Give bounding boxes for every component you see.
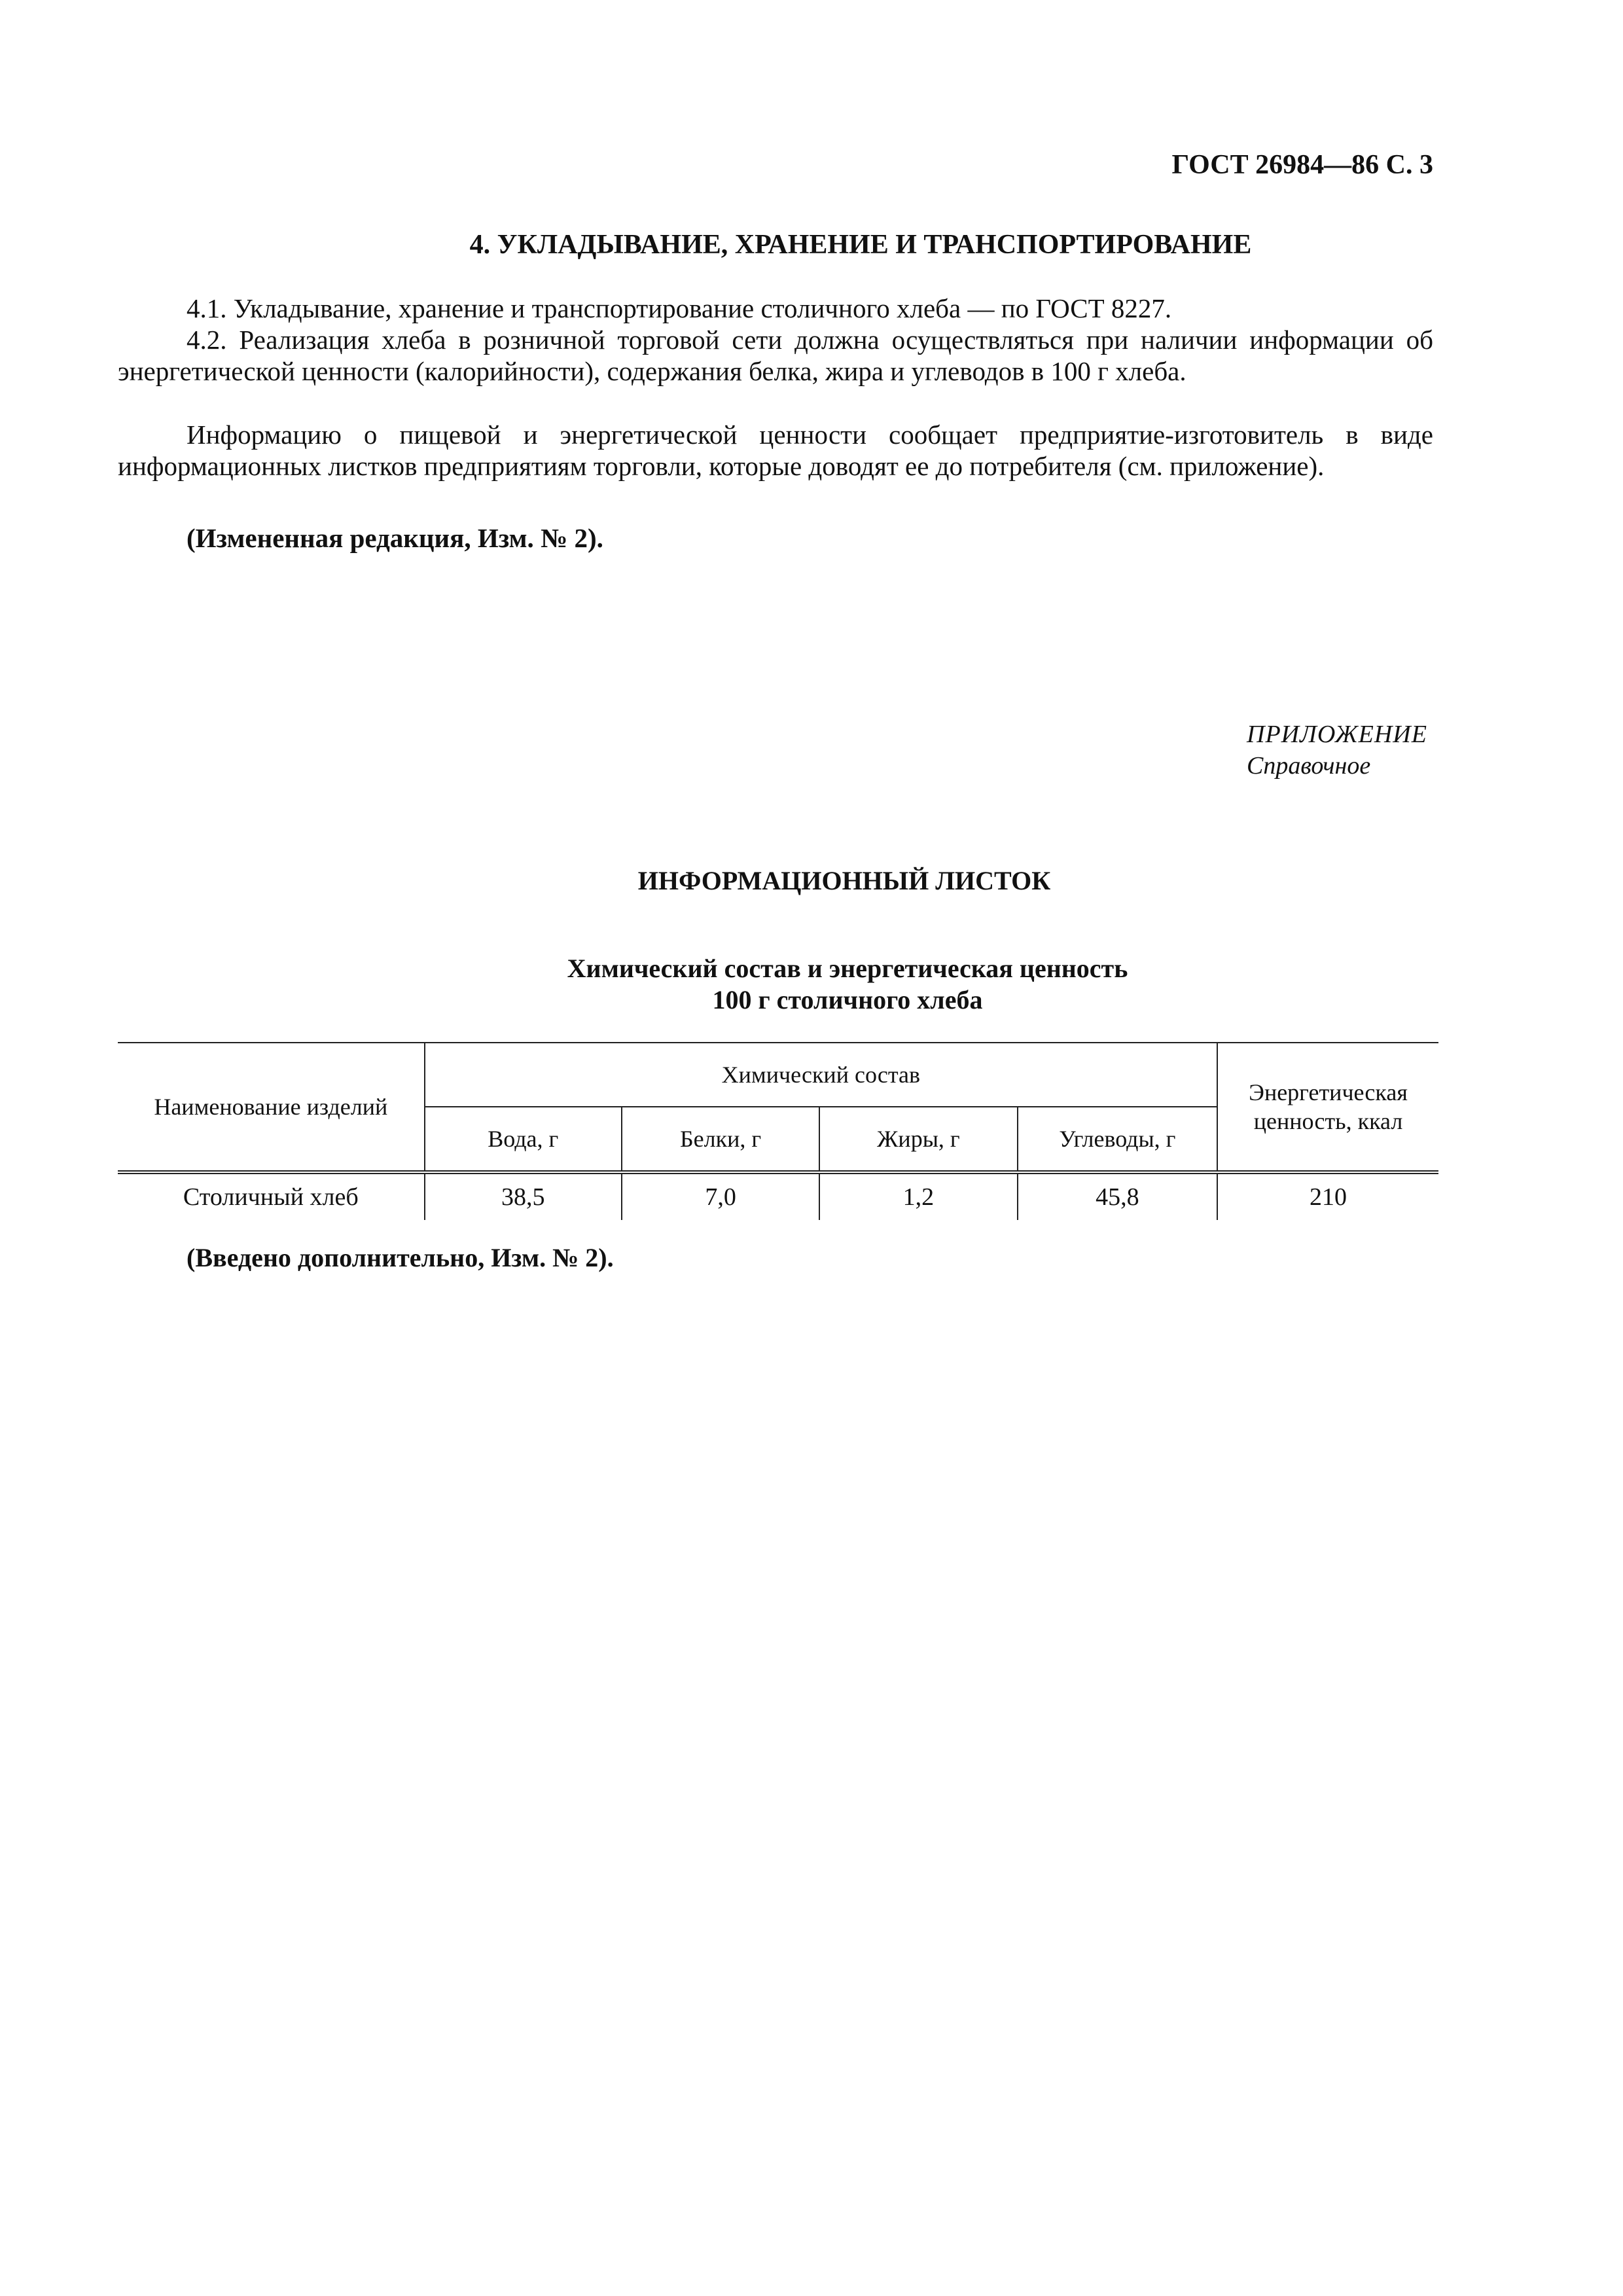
- cell-carbs: 45,8: [1018, 1172, 1217, 1220]
- cell-protein: 7,0: [622, 1172, 819, 1220]
- paragraph-4-2-text: 4.2. Реализация хлеба в розничной торговой сети должна осуществляться при наличии информации об энергетической ценности (калорийности), содержания белка, жира и углеводов в 100 г хлеба.: [118, 325, 1433, 386]
- header-energy: Энергетическая ценность, ккал: [1217, 1043, 1438, 1172]
- amendment-note: [118, 522, 1433, 554]
- cell-fat: 1,2: [819, 1172, 1017, 1220]
- table-row: [118, 1172, 1438, 1220]
- paragraph-info: [118, 419, 1433, 482]
- appendix-label: [1247, 719, 1427, 781]
- paragraph-4-2: [118, 324, 1433, 387]
- header-composition: Химический состав: [425, 1043, 1218, 1107]
- table-caption-line2: 100 г столичного хлеба: [712, 985, 983, 1014]
- appendix-title: ПРИЛОЖЕНИЕ: [1247, 721, 1427, 748]
- cell-energy: 210: [1310, 1183, 1347, 1211]
- header-fat: Жиры, г: [819, 1107, 1017, 1172]
- cell-name: Столичный хлеб: [118, 1172, 425, 1220]
- table-caption-line1: Химический состав и энергетическая ценность: [567, 954, 1128, 983]
- header-protein: Белки, г: [622, 1107, 819, 1172]
- paragraph-4-1: [118, 293, 1433, 324]
- appendix-type: Справочное: [1247, 752, 1371, 780]
- header-carbs: Углеводы, г: [1018, 1107, 1217, 1172]
- page-header: ГОСТ 26984—86 С. 3: [1171, 150, 1433, 180]
- paragraph-info-text: Информацию о пищевой и энергетической ценности сообщает предприятие-изготовитель в виде информационных листков предприятиям торговли, которые доводят ее до потребителя (см. приложение).: [118, 420, 1433, 481]
- info-sheet-title: ИНФОРМАЦИОННЫЙ ЛИСТОК: [637, 866, 1051, 895]
- header-name: Наименование изделий: [118, 1043, 425, 1172]
- table-caption: [0, 953, 1623, 1016]
- footer-note: (Введено дополнительно, Изм. № 2).: [187, 1243, 614, 1272]
- header-water: Вода, г: [425, 1107, 622, 1172]
- amendment-note-text: (Измененная редакция, Изм. № 2).: [187, 523, 603, 553]
- cell-water: 38,5: [425, 1172, 622, 1220]
- paragraph-4-1-text: 4.1. Укладывание, хранение и транспортирование столичного хлеба — по ГОСТ 8227.: [187, 293, 1172, 323]
- composition-table: [118, 1042, 1438, 1220]
- section-title: 4. УКЛАДЫВАНИЕ, ХРАНЕНИЕ И ТРАНСПОРТИРОВАНИЕ: [469, 230, 1252, 260]
